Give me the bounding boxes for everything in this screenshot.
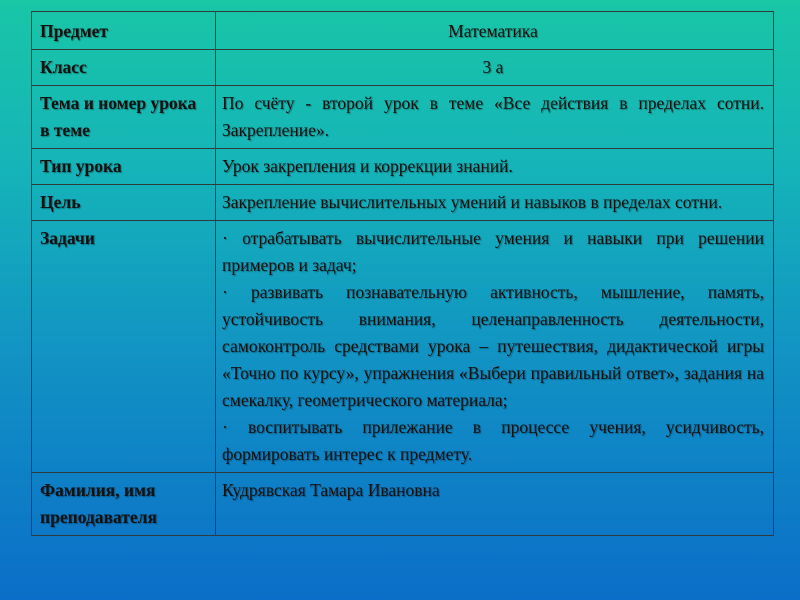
lesson-plan-table bbox=[31, 11, 774, 536]
table-row-teacher bbox=[32, 473, 774, 536]
lesson-type-value: Урок закрепления и коррекции знаний. bbox=[216, 149, 774, 185]
subject-label: Предмет bbox=[32, 12, 216, 50]
tasks-value bbox=[216, 221, 774, 473]
goal-value: Закрепление вычислительных умений и навыков в пределах сотни. bbox=[216, 185, 774, 221]
tasks-label: Задачи bbox=[32, 221, 216, 473]
grade-value: 3 а bbox=[216, 50, 774, 86]
teacher-label: Фамилия, имя преподавателя bbox=[32, 473, 216, 536]
table-row-subject bbox=[32, 12, 774, 50]
teacher-value: Кудрявская Тамара Ивановна bbox=[216, 473, 774, 536]
table-row-grade bbox=[32, 50, 774, 86]
task-item: · развивать познавательную активность, мышление, память, устойчивость внимания, целенаправленность деятельности, самоконтроль средствами урока – путешествия, дидактической игры «Точно по курсу», упражнения «Выбери правильный ответ», задания на смекалку, геометрического материала; bbox=[222, 282, 764, 410]
task-item: · отрабатывать вычислительные умения и навыки при решении примеров и задач; bbox=[222, 228, 764, 275]
grade-label: Класс bbox=[32, 50, 216, 86]
table-row-topic bbox=[32, 86, 774, 149]
topic-value: По счёту - второй урок в теме «Все действия в пределах сотни. Закрепление». bbox=[216, 86, 774, 149]
subject-value: Математика bbox=[216, 12, 774, 50]
topic-label: Тема и номер урока в теме bbox=[32, 86, 216, 149]
goal-label: Цель bbox=[32, 185, 216, 221]
table-row-goal bbox=[32, 185, 774, 221]
table-row-tasks bbox=[32, 221, 774, 473]
lesson-type-label: Тип урока bbox=[32, 149, 216, 185]
task-item: · воспитывать прилежание в процессе учения, усидчивость, формировать интерес к предмету. bbox=[222, 417, 764, 464]
table-row-lesson-type bbox=[32, 149, 774, 185]
